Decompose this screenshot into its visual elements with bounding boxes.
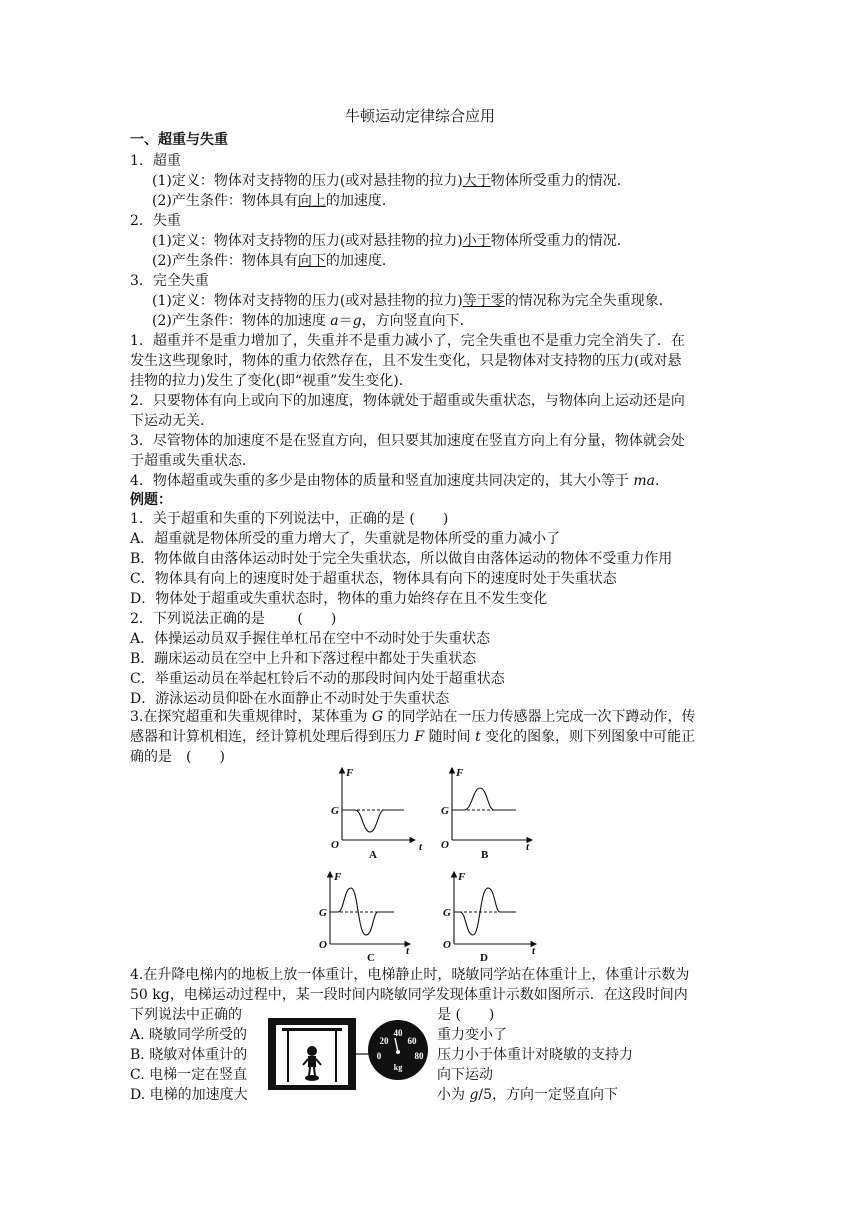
dial-unit: kg (393, 1063, 403, 1072)
option-b: B. 晓敏对体重计的 (130, 1047, 248, 1063)
force-time-graphs (300, 760, 550, 965)
option-a: A．体操运动员双手握住单杠吊在空中不动时处于失重状态 (130, 631, 491, 647)
question-stem: 确的是 ( ) (130, 749, 225, 765)
question-stem: 感器和计算机相连，经计算机处理后得到压力 F 随时间 t 变化的图象，则下列图象中可能正 (130, 729, 696, 745)
note-line: 3．尽管物体的加速度不是在竖直方向，但只要其加速度在竖直方向上有分量，物体就会处 (130, 433, 685, 449)
dial-mark-20: 20 (379, 1036, 389, 1046)
page-title: 牛顿运动定律综合应用 (345, 107, 496, 125)
overweight-condition: (2)产生条件：物体具有向上的加速度． (152, 193, 396, 209)
elevator-figure (264, 1016, 436, 1092)
axis-label-t: t (419, 841, 423, 853)
examples-heading: 例题： (130, 492, 172, 508)
graph-label-c: C (367, 952, 375, 964)
option-d: D．物体处于超重或失重状态时，物体的重力始终存在且不发生变化 (130, 591, 548, 607)
question-stem: 1．关于超重和失重的下列说法中，正确的是 ( ) (130, 511, 449, 527)
graph-label-a: A (369, 849, 377, 861)
option-d: 小为 g/5，方向一定竖直向下 (437, 1087, 619, 1103)
option-a: 重力变小了 (437, 1027, 507, 1043)
dial-mark-80: 80 (414, 1051, 424, 1061)
scale-dial-icon (368, 1020, 428, 1080)
note-line: 发生这些现象时，物体的重力依然存在，且不发生变化，只是物体对支持物的压力(或对悬 (130, 353, 682, 369)
complete-weightloss-condition: (2)产生条件：物体的加速度 a＝g，方向竖直向下． (152, 313, 474, 329)
note-line: 下运动无关． (130, 413, 214, 429)
axis-label-t: t (526, 841, 530, 853)
origin-label: O (443, 939, 451, 951)
level-label-g: G (441, 805, 449, 817)
note-line: 1．超重并不是重力增加了，失重并不是重力减小了，完全失重也不是重力完全消失了．在 (130, 333, 685, 349)
origin-label: O (331, 839, 339, 851)
overweight-label: 1．超重 (130, 153, 181, 169)
origin-label: O (441, 839, 449, 851)
question-stem: 50 kg，电梯运动过程中，某一段时间内晓敏同学发现体重计示数如图所示．在这段时间内 (130, 987, 688, 1003)
question-stem: 4.在升降电梯内的地板上放一体重计，电梯静止时，晓敏同学站在体重计上，体重计示数为 (130, 967, 690, 983)
dial-mark-0: 0 (376, 1051, 382, 1061)
axis-label-t: t (532, 945, 536, 957)
level-label-g: G (443, 907, 451, 919)
question-stem: 是 ( ) (437, 1007, 495, 1023)
option-d: D. 电梯的加速度大 (130, 1087, 248, 1103)
weightloss-definition: (1)定义：物体对支持物的压力(或对悬挂物的拉力)小于物体所受重力的情况． (152, 233, 631, 249)
complete-weightloss-definition: (1)定义：物体对支持物的压力(或对悬挂物的拉力)等于零的情况称为完全失重现象． (152, 293, 673, 309)
option-c: C．物体具有向上的速度时处于超重状态，物体具有向下的速度时处于失重状态 (130, 571, 617, 587)
question-stem: 下列说法中正确的 (130, 1007, 242, 1023)
graph-label-b: B (481, 849, 489, 861)
axis-label-t: t (406, 945, 410, 957)
question-stem: 3.在探究超重和失重规律时，某体重为 G 的同学站在一压力传感器上完成一次下蹲动作，传 (130, 709, 696, 725)
option-c: C. 电梯一定在竖直 (130, 1067, 248, 1083)
complete-weightloss-label: 3．完全失重 (130, 273, 209, 289)
note-line: 4．物体超重或失重的多少是由物体的质量和竖直加速度共同决定的，其大小等于 ma. (130, 473, 660, 489)
option-a: A．超重就是物体所受的重力增大了，失重就是物体所受的重力减小了 (130, 531, 561, 547)
option-b: B．蹦床运动员在空中上升和下落过程中都处于失重状态 (130, 651, 477, 667)
dial-mark-60: 60 (407, 1036, 417, 1046)
overweight-definition: (1)定义：物体对支持物的压力(或对悬挂物的拉力)大于物体所受重力的情况． (152, 173, 631, 189)
option-d: D．游泳运动员仰卧在水面静止不动时处于失重状态 (130, 691, 450, 707)
note-line: 于超重或失重状态． (130, 453, 256, 469)
question-stem: 2．下列说法正确的是 ( ) (130, 611, 337, 627)
section-heading: 一、超重与失重 (130, 132, 228, 148)
option-a: A. 晓敏同学所受的 (130, 1027, 248, 1043)
note-line: 挂物的拉力)发生了变化(即“视重”发生变化)． (130, 373, 413, 389)
axis-label-f: F (346, 767, 354, 779)
option-b: B．物体做自由落体运动时处于完全失重状态，所以做自由落体运动的物体不受重力作用 (130, 551, 673, 567)
option-c: C．举重运动员在举起杠铃后不动的那段时间内处于超重状态 (130, 671, 505, 687)
note-line: 2．只要物体有向上或向下的加速度，物体就处于超重或失重状态，与物体向上运动还是向 (130, 393, 685, 409)
axis-label-f: F (334, 871, 342, 883)
option-c: 向下运动 (437, 1067, 493, 1083)
axis-label-f: F (456, 767, 464, 779)
level-label-g: G (319, 907, 327, 919)
level-label-g: G (331, 805, 339, 817)
origin-label: O (319, 939, 327, 951)
axis-label-f: F (458, 871, 466, 883)
weightloss-label: 2．失重 (130, 213, 181, 229)
option-b: 压力小于体重计对晓敏的支持力 (437, 1047, 633, 1063)
graph-label-d: D (480, 952, 488, 964)
dial-mark-40: 40 (393, 1028, 403, 1038)
weightloss-condition: (2)产生条件：物体具有向下的加速度． (152, 253, 396, 269)
